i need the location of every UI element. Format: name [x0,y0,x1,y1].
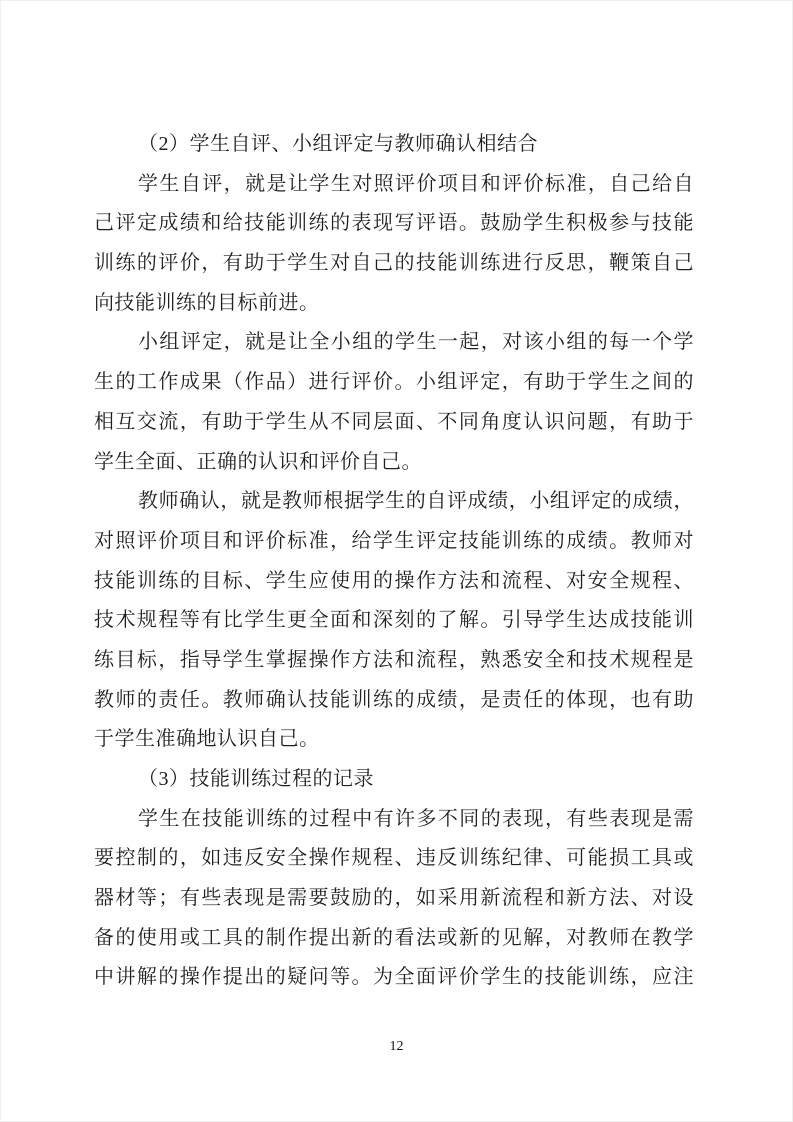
paragraph-line: 要控制的，如违反安全操作规程、违反训练纪律、可能损工具或 [94,847,694,870]
paragraph-line: 学生全面、正确的认识和评价自己。 [94,450,422,473]
paragraph-line: 教师确认，就是教师根据学生的自评成绩，小组评定的成绩， [138,490,694,513]
paragraph-line: 技术规程等有比学生更全面和深刻的了解。引导学生达成技能训 [94,609,694,632]
paragraph-line: 技能训练的目标、学生应使用的操作方法和流程、对安全规程、 [94,569,694,592]
paragraph-line: 己评定成绩和给技能训练的表现写评语。鼓励学生积极参与技能 [94,212,694,235]
paragraph-line: 中讲解的操作提出的疑问等。为全面评价学生的技能训练，应注 [94,966,694,989]
paragraph-line: 小组评定，就是让全小组的学生一起，对该小组的每一个学 [138,331,694,354]
paragraph-line: 学生在技能训练的过程中有许多不同的表现，有些表现是需 [138,807,694,830]
paragraph-line: 向技能训练的目标前进。 [94,291,320,314]
paragraph-line: 学生自评，就是让学生对照评价项目和评价标准，自己给自 [138,172,694,195]
paragraph-line: 备的使用或工具的制作提出新的看法或新的见解，对教师在教学 [94,926,694,949]
paragraph-line: 训练的评价，有助于学生对自己的技能训练进行反思，鞭策自己 [94,252,694,275]
paragraph-line: 生的工作成果（作品）进行评价。小组评定，有助于学生之间的 [94,371,694,394]
document-body [94,125,694,998]
page-number: 12 [389,1039,404,1054]
paragraph-line: 于学生准确地认识自己。 [94,728,320,751]
section-heading-3: （3）技能训练过程的记录 [138,768,374,790]
paragraph-line: 教师的责任。教师确认技能训练的成绩，是责任的体现，也有助 [94,688,694,711]
section-heading-2: （2）学生自评、小组评定与教师确认相结合 [138,133,538,155]
paragraph-line: 相互交流，有助于学生从不同层面、不同角度认识问题，有助于 [94,410,694,433]
paragraph-line: 对照评价项目和评价标准，给学生评定技能训练的成绩。教师对 [94,529,694,552]
paragraph-line: 器材等；有些表现是需要鼓励的，如采用新流程和新方法、对设 [94,887,694,910]
paragraph-line: 练目标，指导学生掌握操作方法和流程，熟悉安全和技术规程是 [94,648,694,671]
